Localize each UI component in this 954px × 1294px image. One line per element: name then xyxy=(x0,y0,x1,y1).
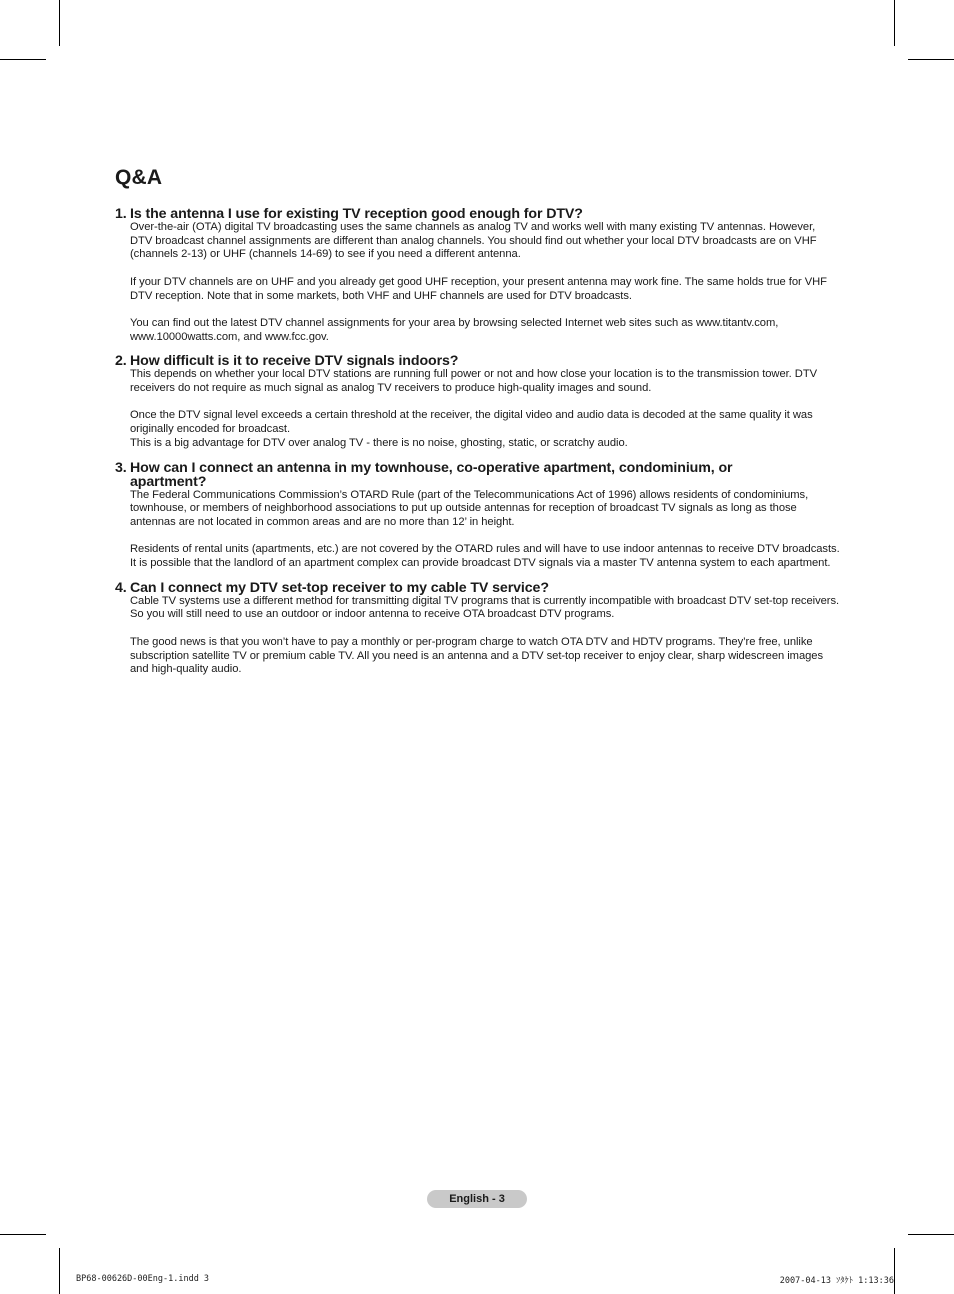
qa-item-4 xyxy=(115,579,840,677)
crop-mark xyxy=(59,0,60,46)
qa-item-3 xyxy=(115,459,840,571)
question-number: 1. xyxy=(115,206,127,222)
question-2 xyxy=(115,352,840,368)
answer-2 xyxy=(130,368,840,450)
answer-paragraph: Residents of rental units (apartments, etc.) are not covered by the OTARD rules and will have to use indoor antennas to receive DTV broadcasts. It is possible that the landlord of an apartment complex can provide broadcast DTV signals via a master TV antenna system to each apartment. xyxy=(130,543,840,569)
slug-timestamp: 2007-04-13 ｿﾀｹﾄ 1:13:36 xyxy=(779,1276,894,1286)
question-number: 3. xyxy=(115,459,127,476)
question-number: 2. xyxy=(115,353,127,370)
crop-mark xyxy=(894,1248,895,1294)
question-text: How difficult is it to receive DTV signals indoors? xyxy=(130,353,459,370)
qa-list xyxy=(115,205,840,685)
question-text: Can I connect my DTV set-top receiver to my cable TV service? xyxy=(130,579,549,596)
answer-3 xyxy=(130,489,840,571)
question-text: Is the antenna I use for existing TV reception good enough for DTV? xyxy=(130,206,583,222)
qa-item-2 xyxy=(115,352,840,450)
answer-paragraph: Once the DTV signal level exceeds a certain threshold at the receiver, the digital video and audio data is decoded at the same quality it was originally encoded for broadcast. xyxy=(130,409,813,436)
page-number-badge: English - 3 xyxy=(427,1190,527,1208)
answer-paragraph: The good news is that you won’t have to pay a monthly or per-program charge to watch OTA DTV and HDTV programs. They’re free, unlike subscription satellite TV or premium cable TV. All you need is an antenna and a DTV set-top receiver to enjoy clear, sharp widescreen images and high-quality audio. xyxy=(130,635,824,676)
crop-mark xyxy=(59,1248,60,1294)
crop-mark xyxy=(0,1234,46,1235)
answer-paragraph: Over-the-air (OTA) digital TV broadcasting uses the same channels as analog TV and works well with many existing TV antennas. However, DTV broadcast channel assignments are different than analog channels. You should find out whether your local DTV broadcasts are on VHF (channels 2-13) or UHF (channels 14-69) to see if you need a different antenna. xyxy=(130,221,817,261)
crop-mark xyxy=(0,59,46,60)
question-4 xyxy=(115,579,840,595)
answer-paragraph: This is a big advantage for DTV over analog TV - there is no noise, ghosting, static, or scratchy audio. xyxy=(130,436,628,449)
qa-item-1 xyxy=(115,205,840,344)
answer-1 xyxy=(130,221,840,344)
answer-paragraph: This depends on whether your local DTV stations are running full power or not and how close your location is to the transmission tower. DTV receivers do not require as much signal as analog TV receivers to produce high-quality images and sound. xyxy=(130,368,818,394)
page-title: Q&A xyxy=(115,166,163,189)
answer-paragraph: You can find out the latest DTV channel assignments for your area by browsing selected Internet web sites such as www.titantv.com, www.10000watts.com, and www.fcc.gov. xyxy=(130,316,779,343)
answer-paragraph: If your DTV channels are on UHF and you already get good UHF reception, your present antenna may work fine. The same holds true for VHF DTV reception. Note that in some markets, both VHF and UHF channels are used for DTV broadcasts. xyxy=(130,275,827,302)
question-3 xyxy=(115,459,840,489)
question-1 xyxy=(115,205,840,221)
answer-paragraph: Cable TV systems use a different method for transmitting digital TV programs that is currently incompatible with broadcast DTV set-top receivers. So you will still need to use an outdoor or indoor antenna to receive OTA broadcast DTV programs. xyxy=(130,594,840,621)
crop-mark xyxy=(908,1234,954,1235)
slug-filename: BP68-00626D-00Eng-1.indd 3 xyxy=(76,1274,210,1284)
answer-4 xyxy=(130,595,840,677)
question-number: 4. xyxy=(115,579,127,596)
crop-mark xyxy=(894,0,895,46)
crop-mark xyxy=(908,59,954,60)
question-text: How can I connect an antenna in my townhouse, co-operative apartment, condominium, or apartment? xyxy=(130,459,733,490)
answer-paragraph: The Federal Communications Commission’s OTARD Rule (part of the Telecommunications Act of 1996) allows residents of condominiums, townhouse, or members of neighborhood associations to put up outside antennas for reception of broadcast TV signals as long as those antennas are not located in common areas and are no more than 12’ in height. xyxy=(130,488,809,528)
